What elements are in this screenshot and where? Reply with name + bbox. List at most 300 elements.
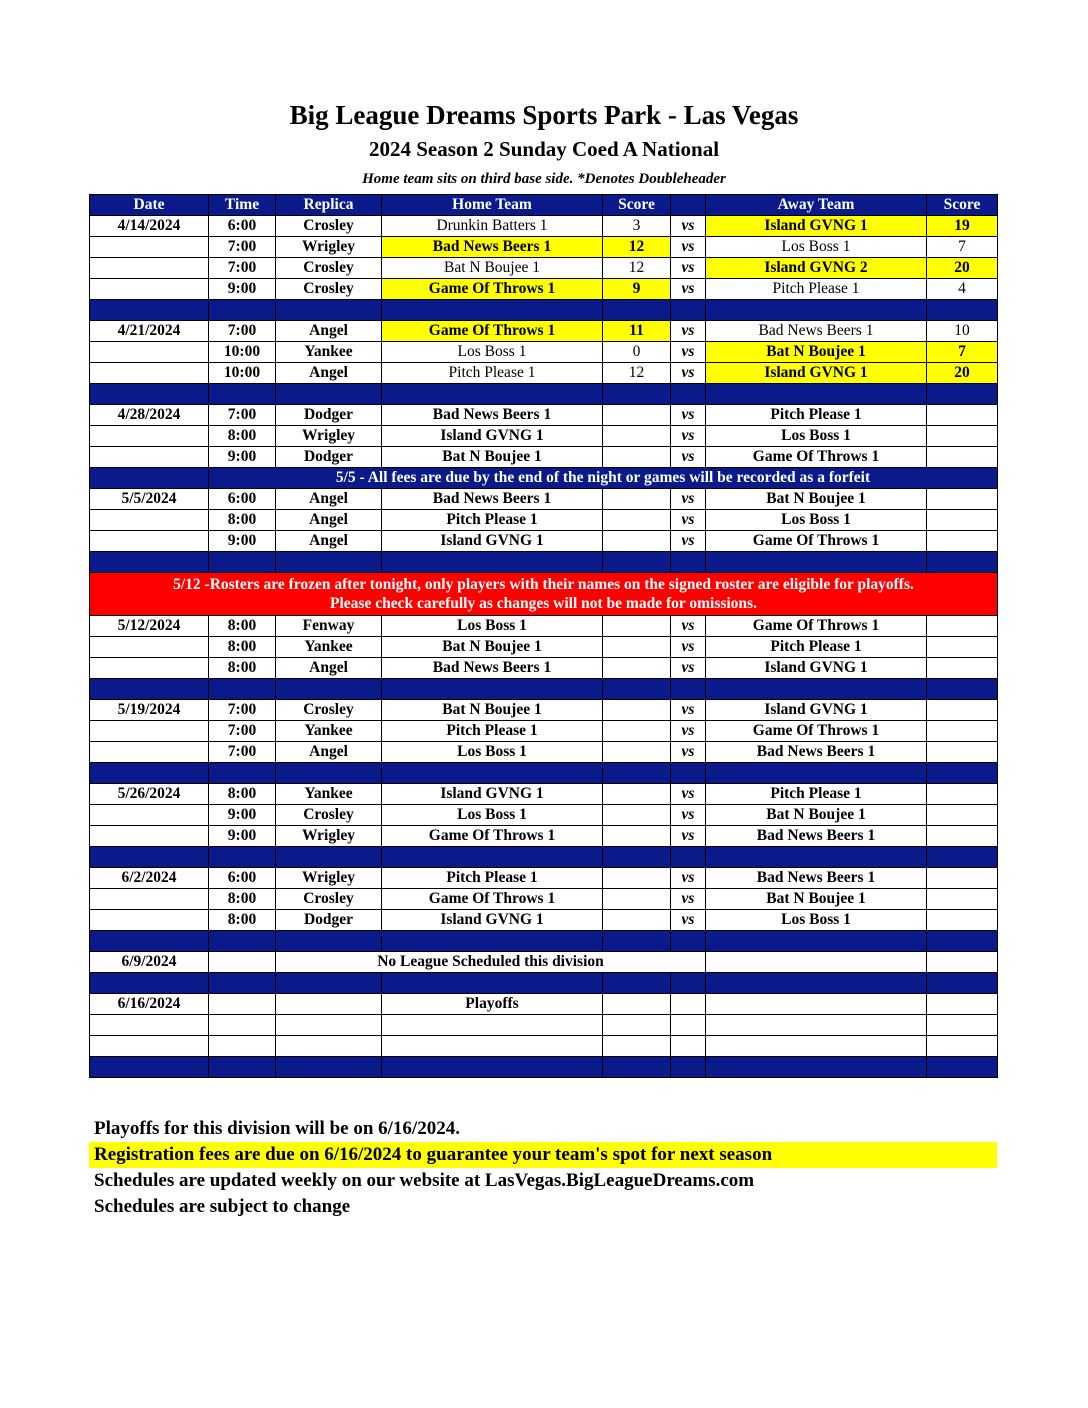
col-header-home-score: Score <box>603 195 671 216</box>
separator-cell <box>706 931 927 952</box>
separator-cell <box>927 384 998 405</box>
away-score-cell: 7 <box>927 342 998 363</box>
date-cell <box>90 742 209 763</box>
separator-cell <box>382 847 603 868</box>
roster-alert-line-1: 5/12 -Rosters are frozen after tonight, only players with their names on the signed roster are eligible for playoffs. <box>173 576 914 593</box>
table-row <box>90 342 998 363</box>
table-row <box>90 531 998 552</box>
home-score-cell <box>603 447 671 468</box>
home-score-cell <box>603 1036 671 1057</box>
home-score-cell <box>603 531 671 552</box>
away-score-cell <box>927 889 998 910</box>
away-score-cell <box>927 1015 998 1036</box>
separator-cell <box>706 300 927 321</box>
home-score-cell <box>603 742 671 763</box>
home-team-cell: Los Boss 1 <box>382 616 603 637</box>
separator-cell <box>706 679 927 700</box>
separator-cell <box>706 552 927 573</box>
away-team-cell: Bad News Beers 1 <box>706 826 927 847</box>
time-cell: 8:00 <box>209 784 276 805</box>
home-score-cell <box>603 1015 671 1036</box>
date-cell <box>90 826 209 847</box>
separator-cell <box>603 847 671 868</box>
home-score-cell <box>603 784 671 805</box>
vs-cell: vs <box>671 910 706 931</box>
field-cell: Crosley <box>276 216 382 237</box>
date-cell <box>90 658 209 679</box>
date-cell <box>90 889 209 910</box>
time-cell: 6:00 <box>209 868 276 889</box>
away-score-cell <box>927 910 998 931</box>
separator-cell <box>927 552 998 573</box>
table-row <box>90 658 998 679</box>
separator-cell <box>603 552 671 573</box>
date-cell <box>90 363 209 384</box>
separator-row <box>90 1057 998 1078</box>
away-team-cell: Pitch Please 1 <box>706 405 927 426</box>
field-cell: Angel <box>276 742 382 763</box>
separator-cell <box>382 300 603 321</box>
home-team-cell: Playoffs <box>382 994 603 1015</box>
time-cell: 7:00 <box>209 258 276 279</box>
field-cell: Angel <box>276 510 382 531</box>
time-cell: 7:00 <box>209 721 276 742</box>
vs-cell: vs <box>671 237 706 258</box>
vs-cell: vs <box>671 700 706 721</box>
home-team-cell: Island GVNG 1 <box>382 531 603 552</box>
separator-cell <box>671 931 706 952</box>
table-row <box>90 910 998 931</box>
away-team-cell: Game Of Throws 1 <box>706 447 927 468</box>
vs-cell <box>671 1036 706 1057</box>
table-row <box>90 616 998 637</box>
time-cell: 8:00 <box>209 658 276 679</box>
separator-cell <box>927 300 998 321</box>
separator-cell <box>382 931 603 952</box>
home-score-cell <box>603 658 671 679</box>
away-team-cell <box>927 952 998 973</box>
col-header-away-team: Away Team <box>706 195 927 216</box>
footer-registration-note: Registration fees are due on 6/16/2024 to guarantee your team's spot for next season <box>89 1142 997 1168</box>
vs-cell: vs <box>671 489 706 510</box>
separator-cell <box>276 763 382 784</box>
separator-cell <box>671 679 706 700</box>
field-cell: Wrigley <box>276 826 382 847</box>
home-team-cell: Bat N Boujee 1 <box>382 637 603 658</box>
vs-cell: vs <box>671 258 706 279</box>
separator-cell <box>90 1057 209 1078</box>
table-row <box>90 363 998 384</box>
time-cell <box>209 994 276 1015</box>
separator-cell <box>927 931 998 952</box>
table-row <box>90 489 998 510</box>
separator-cell <box>90 552 209 573</box>
vs-cell <box>706 952 927 973</box>
table-row <box>90 805 998 826</box>
separator-cell <box>382 763 603 784</box>
separator-cell <box>209 763 276 784</box>
date-cell: 6/2/2024 <box>90 868 209 889</box>
home-team-cell: Bat N Boujee 1 <box>382 700 603 721</box>
date-cell <box>90 279 209 300</box>
date-cell <box>90 237 209 258</box>
away-score-cell <box>927 616 998 637</box>
date-cell: 6/9/2024 <box>90 952 209 973</box>
vs-cell: vs <box>671 447 706 468</box>
home-score-cell <box>603 868 671 889</box>
vs-cell: vs <box>671 342 706 363</box>
date-cell <box>90 447 209 468</box>
separator-row <box>90 552 998 573</box>
table-row <box>90 258 998 279</box>
home-score-cell: 12 <box>603 363 671 384</box>
separator-cell <box>706 1057 927 1078</box>
away-score-cell <box>927 784 998 805</box>
vs-cell <box>671 994 706 1015</box>
away-score-cell <box>927 510 998 531</box>
time-cell: 9:00 <box>209 279 276 300</box>
separator-cell <box>90 300 209 321</box>
separator-row <box>90 931 998 952</box>
date-cell: 5/12/2024 <box>90 616 209 637</box>
field-cell: Crosley <box>276 258 382 279</box>
table-row <box>90 721 998 742</box>
table-row <box>90 994 998 1015</box>
away-score-cell <box>927 826 998 847</box>
field-cell: Dodger <box>276 910 382 931</box>
home-score-cell <box>603 426 671 447</box>
away-team-cell: Game Of Throws 1 <box>706 616 927 637</box>
time-cell: 8:00 <box>209 616 276 637</box>
away-score-cell <box>927 805 998 826</box>
field-cell: Wrigley <box>276 868 382 889</box>
separator-cell <box>276 973 382 994</box>
away-score-cell <box>927 447 998 468</box>
separator-row <box>90 679 998 700</box>
field-cell: Crosley <box>276 279 382 300</box>
away-score-cell: 4 <box>927 279 998 300</box>
separator-cell <box>382 384 603 405</box>
time-cell: 6:00 <box>209 216 276 237</box>
separator-cell <box>603 384 671 405</box>
separator-cell <box>927 763 998 784</box>
away-score-cell <box>927 489 998 510</box>
home-team-cell: Bad News Beers 1 <box>382 658 603 679</box>
date-cell <box>90 342 209 363</box>
table-row <box>90 868 998 889</box>
away-team-cell: Bad News Beers 1 <box>706 868 927 889</box>
time-cell: 9:00 <box>209 805 276 826</box>
vs-cell: vs <box>671 721 706 742</box>
table-row <box>90 742 998 763</box>
table-row <box>90 279 998 300</box>
separator-row <box>90 300 998 321</box>
separator-cell <box>90 763 209 784</box>
table-row <box>90 826 998 847</box>
time-cell: 9:00 <box>209 447 276 468</box>
table-row <box>90 237 998 258</box>
away-team-cell: Bad News Beers 1 <box>706 742 927 763</box>
home-score-cell <box>603 910 671 931</box>
home-score-cell <box>603 616 671 637</box>
separator-row <box>90 847 998 868</box>
col-header-date: Date <box>90 195 209 216</box>
notice-row <box>90 468 998 489</box>
home-team-cell: Game Of Throws 1 <box>382 321 603 342</box>
table-row <box>90 216 998 237</box>
separator-row <box>90 384 998 405</box>
away-score-cell <box>927 658 998 679</box>
table-row <box>90 405 998 426</box>
vs-cell: vs <box>671 363 706 384</box>
date-cell <box>90 805 209 826</box>
time-cell: 7:00 <box>209 405 276 426</box>
vs-cell: vs <box>671 805 706 826</box>
vs-cell: vs <box>671 826 706 847</box>
field-cell: Crosley <box>276 805 382 826</box>
separator-cell <box>382 1057 603 1078</box>
fee-notice-text: 5/5 - All fees are due by the end of the night or games will be recorded as a forfeit <box>209 468 998 489</box>
vs-cell: vs <box>671 531 706 552</box>
date-cell: 4/28/2024 <box>90 405 209 426</box>
field-cell: Yankee <box>276 721 382 742</box>
field-cell <box>276 1015 382 1036</box>
away-team-cell: Los Boss 1 <box>706 910 927 931</box>
table-row <box>90 1015 998 1036</box>
away-team-cell: Bat N Boujee 1 <box>706 889 927 910</box>
field-cell: Crosley <box>276 700 382 721</box>
field-cell: Dodger <box>276 405 382 426</box>
page-subtitle: 2024 Season 2 Sunday Coed A National <box>368 137 720 161</box>
col-header-away-score: Score <box>927 195 998 216</box>
separator-row <box>90 763 998 784</box>
vs-cell: vs <box>671 742 706 763</box>
vs-cell: vs <box>671 616 706 637</box>
field-cell: Angel <box>276 658 382 679</box>
home-team-cell: Game Of Throws 1 <box>382 889 603 910</box>
away-score-cell: 20 <box>927 258 998 279</box>
separator-cell <box>927 679 998 700</box>
separator-cell <box>276 679 382 700</box>
field-cell: Wrigley <box>276 237 382 258</box>
field-cell <box>276 994 382 1015</box>
schedule-body <box>90 216 998 1078</box>
home-team-cell: Bat N Boujee 1 <box>382 258 603 279</box>
home-team-cell: Island GVNG 1 <box>382 910 603 931</box>
away-team-cell: Los Boss 1 <box>706 510 927 531</box>
vs-cell: vs <box>671 510 706 531</box>
roster-alert-line-2: Please check carefully as changes will not be made for omissions. <box>330 595 757 612</box>
time-cell: 9:00 <box>209 826 276 847</box>
home-score-cell <box>603 826 671 847</box>
field-cell: Yankee <box>276 637 382 658</box>
home-score-cell <box>603 889 671 910</box>
field-cell: Angel <box>276 321 382 342</box>
home-team-cell: Bad News Beers 1 <box>382 237 603 258</box>
vs-cell: vs <box>671 216 706 237</box>
away-score-cell: 7 <box>927 237 998 258</box>
date-cell <box>90 637 209 658</box>
away-team-cell: Island GVNG 1 <box>706 216 927 237</box>
field-cell: Angel <box>276 531 382 552</box>
home-score-cell <box>603 489 671 510</box>
date-cell: 4/21/2024 <box>90 321 209 342</box>
field-cell: Fenway <box>276 616 382 637</box>
date-cell <box>90 258 209 279</box>
separator-cell <box>671 552 706 573</box>
away-team-cell: Bat N Boujee 1 <box>706 489 927 510</box>
away-score-cell: 19 <box>927 216 998 237</box>
home-team-cell: Drunkin Batters 1 <box>382 216 603 237</box>
separator-cell <box>603 931 671 952</box>
table-row <box>90 700 998 721</box>
table-row <box>90 510 998 531</box>
away-team-cell <box>706 1036 927 1057</box>
date-cell <box>90 721 209 742</box>
time-cell <box>209 1015 276 1036</box>
separator-cell <box>276 1057 382 1078</box>
field-cell <box>276 1036 382 1057</box>
separator-cell <box>90 847 209 868</box>
away-score-cell <box>927 1036 998 1057</box>
separator-cell <box>209 847 276 868</box>
notice-cell <box>90 468 209 489</box>
date-cell: 5/19/2024 <box>90 700 209 721</box>
vs-cell: vs <box>671 658 706 679</box>
table-row <box>90 889 998 910</box>
separator-cell <box>671 847 706 868</box>
separator-cell <box>209 1057 276 1078</box>
home-team-cell <box>382 1015 603 1036</box>
separator-cell <box>706 847 927 868</box>
vs-cell: vs <box>671 426 706 447</box>
separator-cell <box>671 763 706 784</box>
field-cell: Yankee <box>276 342 382 363</box>
time-cell <box>209 1036 276 1057</box>
separator-cell <box>209 973 276 994</box>
footer-change-note: Schedules are subject to change <box>94 1196 351 1217</box>
vs-cell: vs <box>671 637 706 658</box>
home-team-cell: Los Boss 1 <box>382 742 603 763</box>
away-team-cell: Los Boss 1 <box>706 426 927 447</box>
away-score-cell <box>927 426 998 447</box>
separator-cell <box>603 763 671 784</box>
home-team-cell: Island GVNG 1 <box>382 784 603 805</box>
away-score-cell <box>927 637 998 658</box>
separator-cell <box>209 300 276 321</box>
col-header-home-team: Home Team <box>382 195 603 216</box>
separator-cell <box>671 1057 706 1078</box>
away-score-cell <box>927 531 998 552</box>
table-row <box>90 426 998 447</box>
away-team-cell <box>706 1015 927 1036</box>
field-cell: Crosley <box>276 889 382 910</box>
away-score-cell <box>927 868 998 889</box>
home-team-cell: Bad News Beers 1 <box>382 405 603 426</box>
separator-cell <box>706 973 927 994</box>
separator-cell <box>927 1057 998 1078</box>
home-score-cell <box>603 637 671 658</box>
away-score-cell: 10 <box>927 321 998 342</box>
separator-cell <box>90 384 209 405</box>
time-cell: 10:00 <box>209 363 276 384</box>
away-score-cell <box>927 721 998 742</box>
home-score-cell: 12 <box>603 258 671 279</box>
home-score-cell <box>603 805 671 826</box>
time-cell: 9:00 <box>209 531 276 552</box>
time-cell: 6:00 <box>209 489 276 510</box>
home-team-cell: Pitch Please 1 <box>382 510 603 531</box>
home-score-cell <box>603 405 671 426</box>
away-score-cell <box>927 742 998 763</box>
away-team-cell: Bat N Boujee 1 <box>706 342 927 363</box>
home-team-cell: Pitch Please 1 <box>382 721 603 742</box>
date-cell <box>90 510 209 531</box>
separator-cell <box>671 384 706 405</box>
home-team-cell: Game Of Throws 1 <box>382 826 603 847</box>
vs-cell <box>671 1015 706 1036</box>
home-team-cell: Los Boss 1 <box>382 342 603 363</box>
separator-cell <box>276 384 382 405</box>
col-header-replica: Replica <box>276 195 382 216</box>
away-team-cell: Island GVNG 1 <box>706 700 927 721</box>
time-cell: 7:00 <box>209 237 276 258</box>
home-score-cell <box>603 510 671 531</box>
separator-cell <box>671 300 706 321</box>
separator-cell <box>209 679 276 700</box>
separator-cell <box>382 679 603 700</box>
schedule-table <box>89 194 998 1078</box>
footer-playoffs-note: Playoffs for this division will be on 6/16/2024. <box>94 1118 460 1139</box>
vs-cell: vs <box>671 321 706 342</box>
separator-cell <box>209 931 276 952</box>
separator-cell <box>382 973 603 994</box>
home-team-cell: Bad News Beers 1 <box>382 489 603 510</box>
date-cell: 6/16/2024 <box>90 994 209 1015</box>
away-team-cell: Game Of Throws 1 <box>706 531 927 552</box>
separator-cell <box>209 552 276 573</box>
home-team-cell: Island GVNG 1 <box>382 426 603 447</box>
home-team-cell: Los Boss 1 <box>382 805 603 826</box>
date-cell: 5/26/2024 <box>90 784 209 805</box>
away-team-cell: Game Of Throws 1 <box>706 721 927 742</box>
time-cell: 10:00 <box>209 342 276 363</box>
away-team-cell: Bad News Beers 1 <box>706 321 927 342</box>
away-team-cell: Pitch Please 1 <box>706 279 927 300</box>
time-cell <box>209 952 276 973</box>
vs-cell: vs <box>671 889 706 910</box>
separator-cell <box>90 679 209 700</box>
away-team-cell: Los Boss 1 <box>706 237 927 258</box>
away-team-cell: Island GVNG 1 <box>706 363 927 384</box>
separator-cell <box>927 847 998 868</box>
home-score-cell: 0 <box>603 342 671 363</box>
table-row <box>90 784 998 805</box>
home-team-cell <box>382 1036 603 1057</box>
home-score-cell <box>603 994 671 1015</box>
table-header-row <box>90 195 998 216</box>
time-cell: 8:00 <box>209 910 276 931</box>
away-score-cell <box>927 994 998 1015</box>
home-team-cell: Pitch Please 1 <box>382 363 603 384</box>
separator-cell <box>209 384 276 405</box>
page-title: Big League Dreams Sports Park - Las Vegas <box>289 100 799 130</box>
separator-cell <box>706 384 927 405</box>
field-cell: Wrigley <box>276 426 382 447</box>
separator-cell <box>382 552 603 573</box>
time-cell: 7:00 <box>209 700 276 721</box>
date-cell <box>90 426 209 447</box>
